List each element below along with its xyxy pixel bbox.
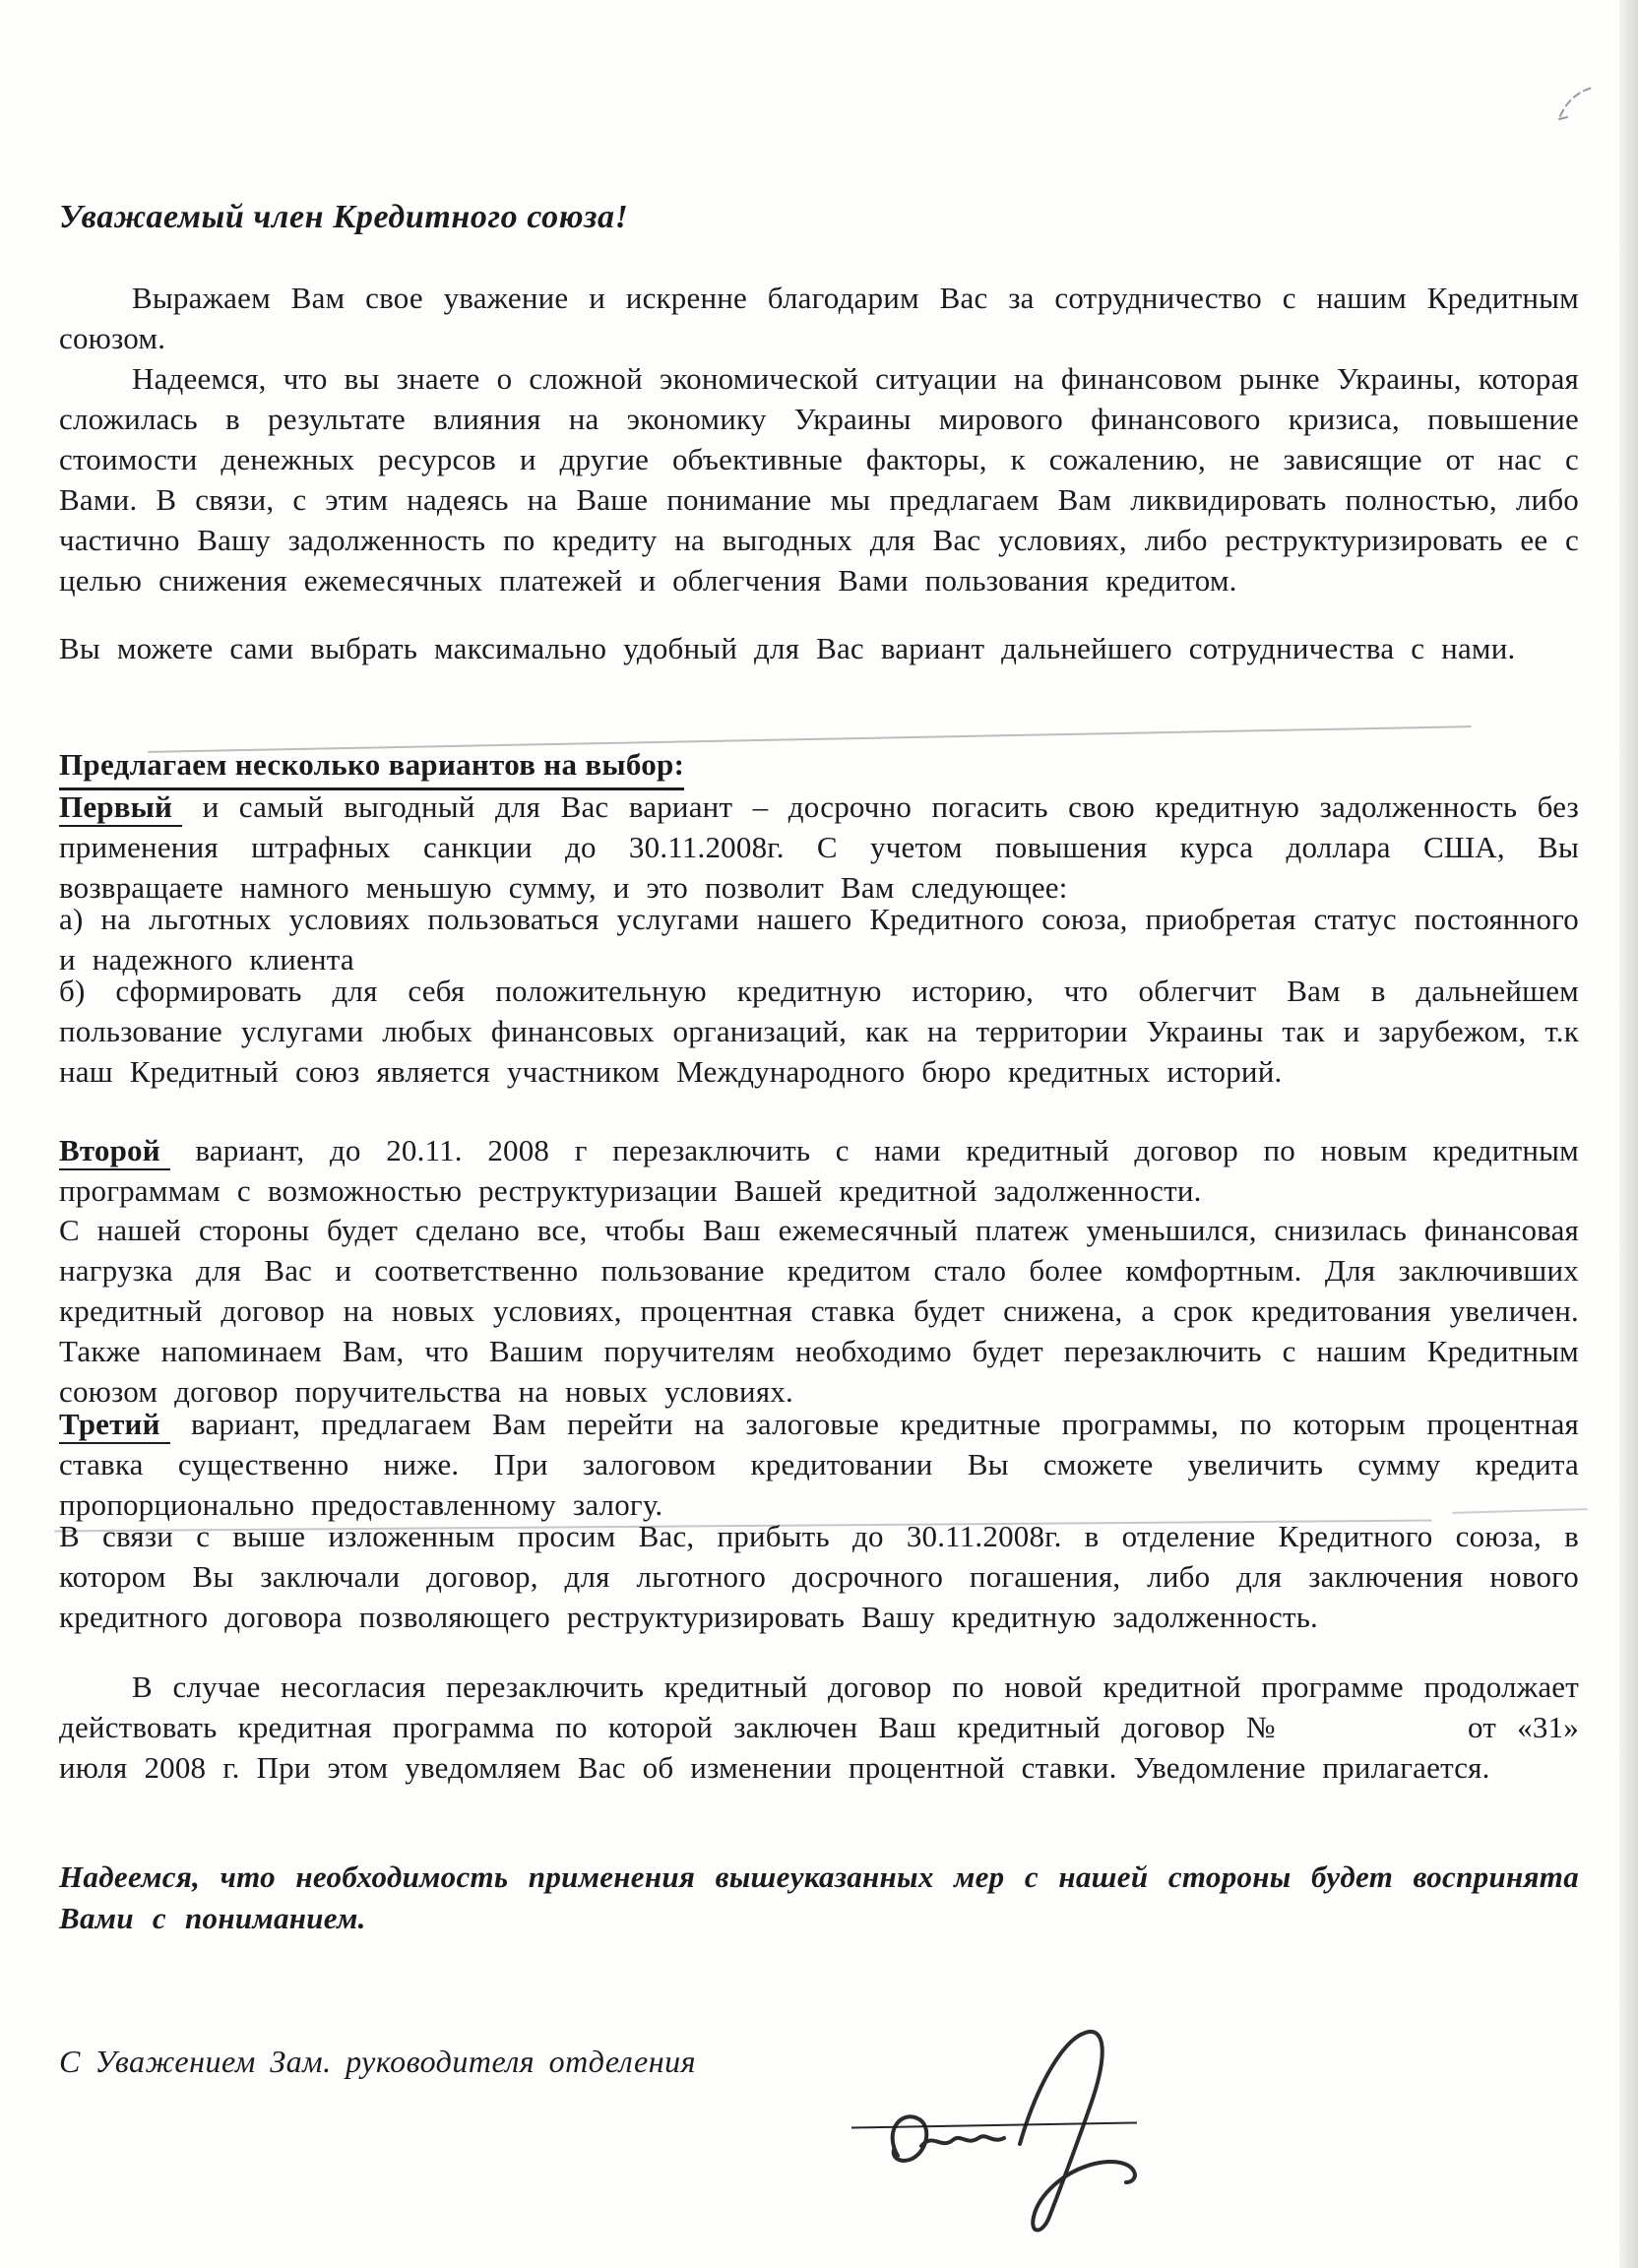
paragraph-disagreement — [59, 1667, 1579, 1788]
paragraph-visit: В связи с выше изложенным просим Вас, прибыть до 30.11.2008г. в отделение Кредитного союза, в котором Вы заключали договор, для льготного досрочного погашения, либо для заключения нового кредитного договора позволяющего реструктуризировать Вашу кредитную задолженность. — [59, 1519, 1579, 1634]
option-second-label: Второй — [59, 1133, 170, 1170]
paragraph-option-first — [59, 787, 1579, 908]
paragraph-option-second — [59, 1130, 1579, 1211]
handwritten-signature — [864, 2022, 1219, 2250]
option-third-label: Третий — [59, 1407, 170, 1444]
contract-number-label: № — [1245, 1710, 1280, 1744]
option-first-text: и самый выгодный для Вас вариант – досрочно погасить свою кредитную задолженность без применения штрафных санкции до 30.11.2008г. С учетом повышения курса доллара США, Вы возвращаете намного меньшую сумму, и это позволит Вам следующее: — [59, 789, 1579, 905]
closing-text: С Уважением Зам. руководителя отделения — [59, 2044, 696, 2079]
paragraph-hope: Надеемся, что необходимость применения вышеуказанных мер с нашей стороны будет воспринята Вами с пониманием. — [59, 1859, 1579, 1935]
paragraph-option-first-item-b: б) сформировать для себя положительную кредитную историю, что облегчит Вам в дальнейшем пользование услугами любых финансовых организаций, как на территории Украины так и зарубежом, т.к наш Кредитный союз является участником Международного бюро кредитных историй. — [59, 974, 1579, 1089]
paragraph-option-third — [59, 1404, 1579, 1525]
option-second-text: вариант, до 20.11. 2008 г перезаключить с нами кредитный договор по новым кредитным программам с возможностью реструктуризации Вашей кредитной задолженности. — [59, 1133, 1579, 1208]
paragraph-greeting: Выражаем Вам свое уважение и искренне благодарим Вас за сотрудничество с нашим Кредитным союзом. — [59, 281, 1579, 355]
options-heading: Предлагаем несколько вариантов на выбор: — [59, 744, 684, 790]
paragraph-choice: Вы можете сами выбрать максимально удобный для Вас вариант дальнейшего сотрудничества с нами. — [59, 631, 1516, 665]
option-third-text: вариант, предлагаем Вам перейти на залоговые кредитные программы, по которым процентная ставка существенно ниже. При залоговом кредитовании Вы сможете увеличить сумму кредита пропорционально предоставленному залогу. — [59, 1407, 1579, 1522]
paragraph-option-second-details: С нашей стороны будет сделано все, чтобы Ваш ежемесячный платеж уменьшился, снизилась финансовая нагрузка для Вас и соответственно пользование кредитом стало более комфортным. Для заключивших кредитный договор на новых условиях, процентная ставка будет снижена, а срок кредитования увеличен. Также напоминаем Вам, что Вашим поручителям необходимо будет перезаключить с нашим Кредитным союзом договор поручительства на новых условиях. — [59, 1213, 1579, 1409]
paragraph-crisis: Надеемся, что вы знаете о сложной экономической ситуации на финансовом рынке Украины, которая сложилась в результате влияния на экономику Украины мирового финансового кризиса, повышение стоимости денежных ресурсов и другие объективные факторы, к сожалению, не зависящие от нас с Вами. В связи, с этим надеясь на Ваше понимание мы предлагаем Вам ликвидировать полностью, либо частично Вашу задолженность по кредиту на выгодных для Вас условиях, либо реструктуризировать ее с целью снижения ежемесячных платежей и облегчения Вами пользования кредитом. — [59, 361, 1579, 598]
disagreement-text-after-number: от «31» июля 2008 г. При этом уведомляем Вас об изменении процентной ставки. Уведомление прилагается. — [59, 1710, 1579, 1785]
salutation-heading: Уважаемый член Кредитного союза! — [59, 199, 629, 235]
paragraph-option-first-item-a: а) на льготных условиях пользоваться услугами нашего Кредитного союза, приобретая статус постоянного и надежного клиента — [59, 902, 1579, 976]
disagreement-text-before-number: В случае несогласия перезаключить кредитный договор по новой кредитной программе продолжает действовать кредитная программа по которой заключен Ваш кредитный договор — [59, 1670, 1579, 1744]
closing-row — [59, 2038, 1579, 2268]
option-first-label: Первый — [59, 789, 182, 827]
